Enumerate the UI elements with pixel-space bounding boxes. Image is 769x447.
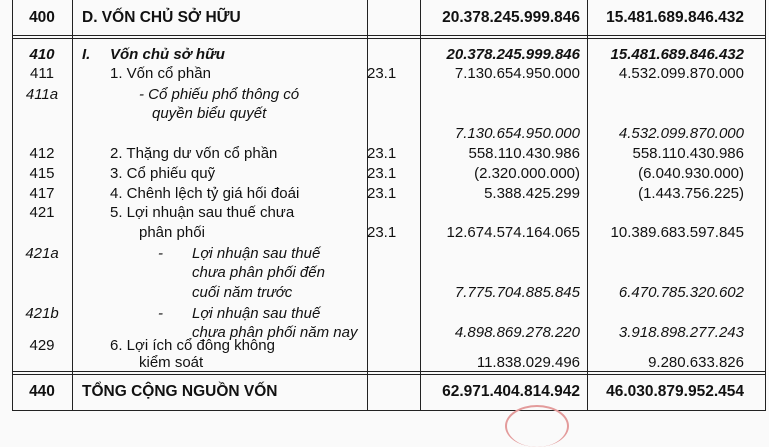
table-row [12,353,764,373]
table-row [12,164,764,184]
row-code: 421a [25,245,59,262]
value-prior: 4.532.099.870.000 [618,65,744,82]
row-code: 411a [25,86,59,103]
row-label: - Cổ phiếu phổ thông có [139,86,300,103]
row-label: TỔNG CỘNG NGUỒN VỐN [82,383,278,400]
row-label: 6. Lợi ích cổ đông không [110,337,275,354]
row-code: 421 [29,204,55,221]
table-row [12,144,764,164]
table-row [12,244,764,264]
row-label: - [158,245,163,262]
value-prior: (1.443.756.225) [638,185,744,202]
row-code: 412 [29,145,55,162]
row-divider [12,410,765,411]
table-row [12,304,764,324]
row-code: 421b [25,305,59,322]
table-row [12,184,764,204]
value-prior: 4.532.099.870.000 [618,125,744,142]
value-current: 12.674.574.164.065 [446,224,580,241]
value-current: 7.130.654.950.000 [454,125,580,142]
table-row [12,382,764,402]
value-current: 4.898.869.278.220 [454,324,580,341]
table-row [12,203,764,223]
table-row [12,85,764,105]
value-current: 20.378.245.999.846 [442,9,580,26]
table-row [12,8,764,28]
row-label: phân phối [139,224,205,241]
value-current: 558.110.430.986 [468,145,580,162]
value-prior: 46.030.879.952.454 [606,383,744,400]
table-row [12,45,764,65]
value-current: (2.320.000.000) [474,165,580,182]
row-code: 429 [29,337,55,354]
row-code: 410 [29,46,55,63]
row-label: 4. Chênh lệch tỷ giá hối đoái [110,185,300,202]
value-current: 7.130.654.950.000 [454,65,580,82]
row-code: 415 [29,165,55,182]
row-note: 23.1 [367,224,397,241]
value-prior: 6.470.785.320.602 [618,284,744,301]
row-label: 3. Cổ phiếu quỹ [110,165,216,182]
row-label: D. VỐN CHỦ SỞ HỮU [82,9,241,26]
table-row [12,104,764,124]
value-current: 11.838.029.496 [476,354,580,371]
row-note: 23.1 [367,185,397,202]
value-current: 5.388.425.299 [484,185,580,202]
value-prior: 10.389.683.597.845 [610,224,744,241]
row-code: 417 [29,185,55,202]
value-prior: 9.280.633.826 [648,354,744,371]
row-label: chưa phân phối năm nay [192,324,358,341]
value-prior: 15.481.689.846.432 [610,46,744,63]
row-label: cuối năm trước [192,284,293,301]
row-divider [12,35,765,36]
value-prior: 3.918.898.277.243 [618,324,744,341]
row-label: - [158,305,163,322]
row-note: 23.1 [367,65,397,82]
row-label: Lợi nhuận sau thuế [192,245,321,262]
row-label: I. [82,46,91,63]
table-row [12,124,764,144]
row-label: 1. Vốn cổ phần [110,65,211,82]
red-stamp [505,405,569,447]
value-prior: (6.040.930.000) [638,165,744,182]
value-current: 62.971.404.814.942 [442,383,580,400]
row-label: quyền biểu quyết [152,105,267,122]
row-code: 440 [29,383,55,400]
row-label: chưa phân phối đến [192,264,325,281]
row-label: Lợi nhuận sau thuế [192,305,321,322]
row-divider [12,38,765,39]
table-row [12,263,764,283]
row-note: 23.1 [367,165,397,182]
row-divider [12,374,765,375]
row-code: 411 [30,65,54,82]
value-current: 7.775.704.885.845 [454,284,580,301]
row-label: Vốn chủ sở hữu [110,46,225,63]
row-code: 400 [29,9,55,26]
value-prior: 15.481.689.846.432 [606,9,744,26]
value-prior: 558.110.430.986 [632,145,744,162]
row-note: 23.1 [367,145,397,162]
row-label: 5. Lợi nhuận sau thuế chưa [110,204,295,221]
row-label: 2. Thặng dư vốn cổ phần [110,145,278,162]
row-label: kiểm soát [139,354,204,371]
table-row [12,64,764,84]
table-row [12,283,764,303]
value-current: 20.378.245.999.846 [446,46,580,63]
table-row [12,223,764,243]
